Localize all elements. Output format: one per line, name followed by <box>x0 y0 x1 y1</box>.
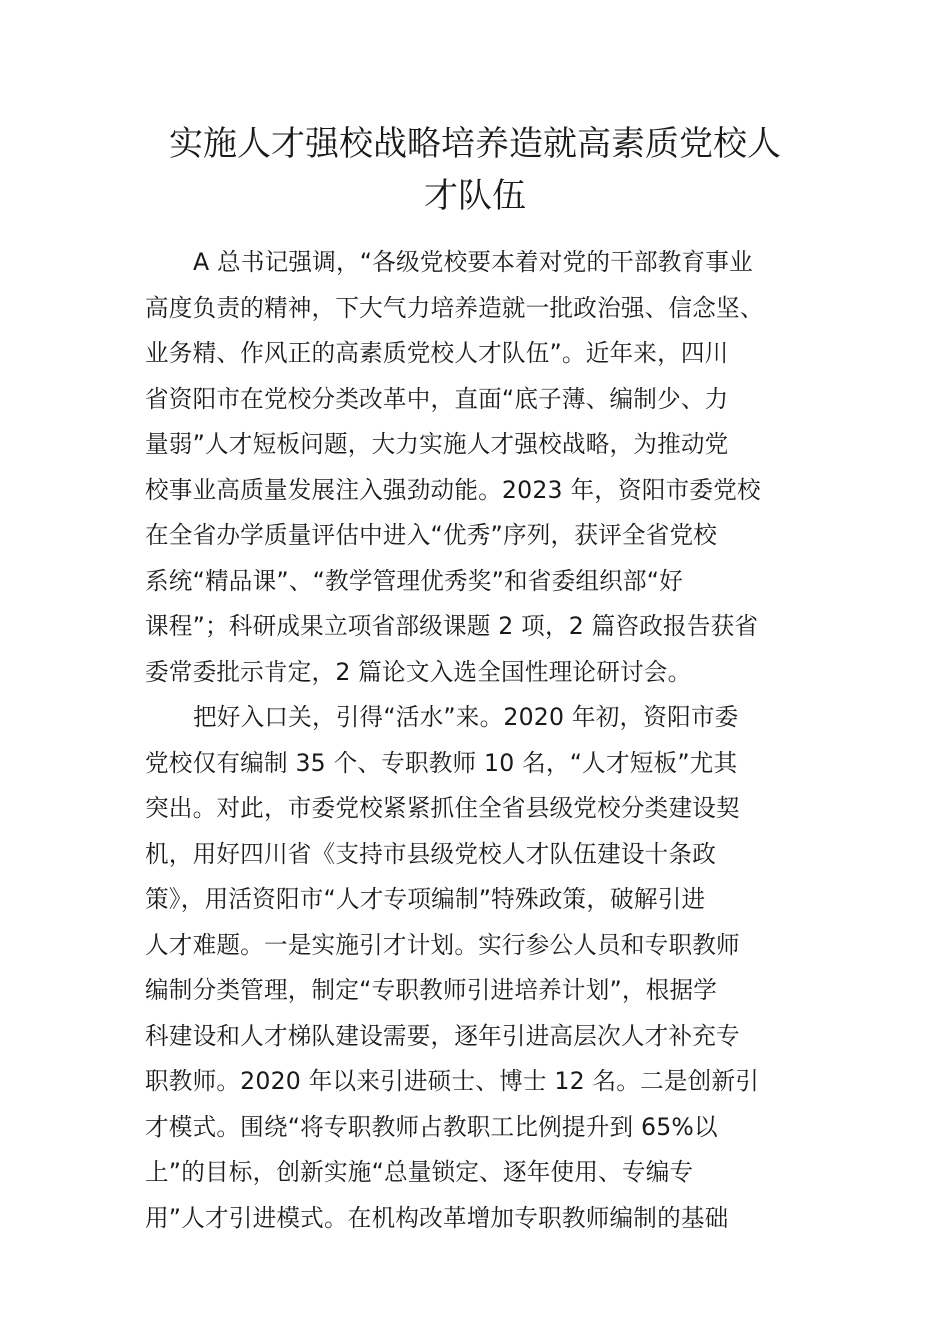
text-line: 策》，用活资阳市“人才专项编制”特殊政策，破解引进 <box>145 885 706 913</box>
text-line: A 总书记强调，“各级党校要本着对党的干部教育事业 <box>193 248 753 276</box>
text-line: 才模式。围绕“将专职教师占教职工比例提升到 65%以 <box>145 1112 718 1141</box>
text-line: 量弱”人才短板问题，大力实施人才强校战略，为推动党 <box>145 430 729 458</box>
text-line: 系统“精品课”、“教学管理优秀奖”和省委组织部“好 <box>145 566 683 595</box>
title-line-2: 才队伍 <box>424 176 526 216</box>
text-line: 机，用好四川省《支持市县级党校人才队伍建设十条政 <box>145 839 717 868</box>
text-line: 科建设和人才梯队建设需要，逐年引进高层次人才补充专 <box>145 1021 740 1050</box>
document-title <box>100 118 850 222</box>
text-line: 用”人才引进模式。在机构改革增加专职教师编制的基础 <box>145 1203 729 1232</box>
text-line: 党校仅有编制 35 个、专职教师 10 名，“人才短板”尤其 <box>145 748 738 777</box>
text-line: 课程”；科研成果立项省部级课题 2 项，2 篇咨政报告获省 <box>145 612 759 640</box>
text-line: 省资阳市在党校分类改革中，直面“底子薄、编制少、力 <box>145 384 729 413</box>
paragraph-2 <box>145 695 825 1241</box>
text-line: 把好入口关，引得“活水”来。2020 年初，资阳市委 <box>193 703 739 731</box>
text-line: 职教师。2020 年以来引进硕士、博士 12 名。二是创新引 <box>145 1067 760 1095</box>
text-line: 校事业高质量发展注入强劲动能。2023 年，资阳市委党校 <box>145 475 761 504</box>
title-line-1: 实施人才强校战略培养造就高素质党校人 <box>169 124 781 164</box>
text-line: 人才难题。一是实施引才计划。实行参公人员和专职教师 <box>145 930 740 959</box>
text-line: 业务精、作风正的高素质党校人才队伍”。近年来，四川 <box>145 339 729 367</box>
paragraph-1 <box>145 240 825 695</box>
text-line: 上”的目标，创新实施“总量锁定、逐年使用、专编专 <box>145 1158 694 1186</box>
text-line: 在全省办学质量评估中进入“优秀”序列，获评全省党校 <box>145 521 718 549</box>
text-line: 委常委批示肯定，2 篇论文入选全国性理论研讨会。 <box>145 657 692 686</box>
document-body <box>145 240 825 1241</box>
text-line: 高度负责的精神，下大气力培养造就一批政治强、信念坚、 <box>145 293 764 322</box>
text-line: 突出。对此，市委党校紧紧抓住全省县级党校分类建设契 <box>145 794 740 822</box>
text-line: 编制分类管理，制定“专职教师引进培养计划”，根据学 <box>145 976 718 1004</box>
